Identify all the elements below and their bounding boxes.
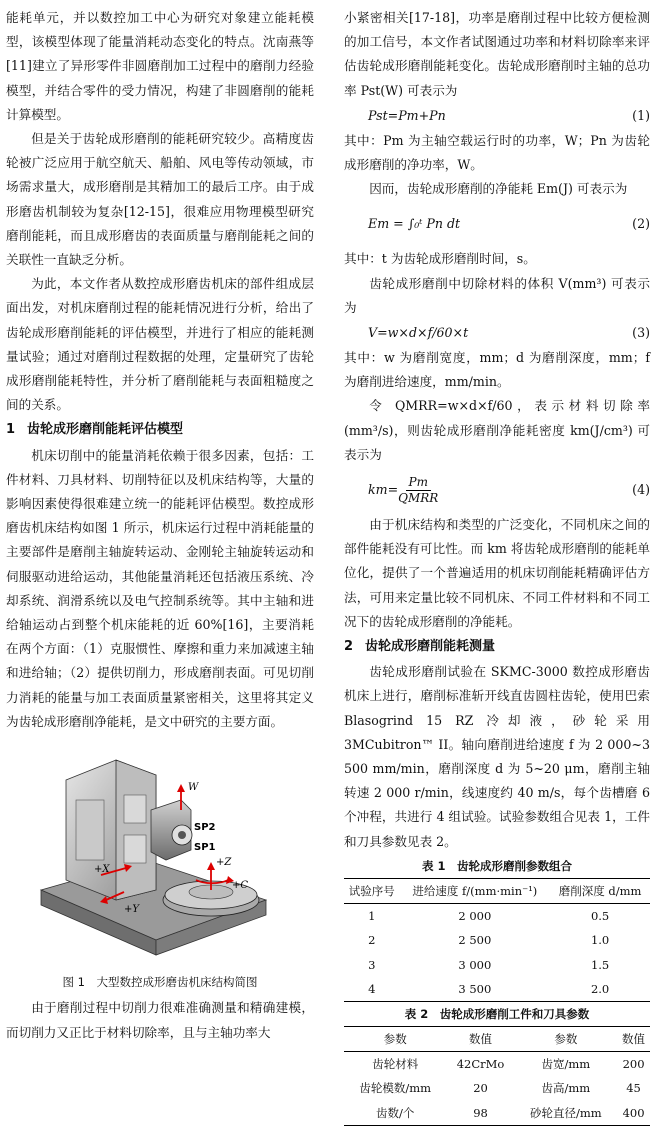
section-heading-2: 2 齿轮成形磨削能耗测量 (344, 639, 496, 655)
paragraph: 由于机床结构和类型的广泛变化，不同机床之间的部件能耗没有可比性。而 km 将齿轮成形磨削的能耗单位化，提供了一个普遍适用的机床切削能耗精确评估方法，可用来定量比较不同机床、不同工件材料和不同工况下的齿轮成形磨削的净能耗。 (344, 517, 650, 629)
table-header: 试验序号 (344, 878, 400, 903)
label-y: +Y (124, 904, 139, 916)
table-row (344, 1076, 650, 1100)
right-column (344, 6, 650, 1126)
label-sp2: SP2 (194, 822, 216, 834)
table-cell: 20 (473, 1081, 488, 1096)
paragraph: 其中：Pm 为主轴空载运行时的功率，W；Pn 为齿轮成形磨削的净功率，W。 (344, 132, 650, 173)
table-cell: 齿数/个 (376, 1105, 415, 1120)
table-cell: 3 000 (458, 957, 492, 972)
paragraph: 其中：w 为磨削宽度，mm；d 为磨削深度，mm；f 为磨削进给速度，mm/min。 (344, 350, 650, 390)
paragraph: 齿轮成形磨削试验在 SKMC-3000 数控成形磨齿机床上进行，磨削标准斩开线直齿圆柱齿轮，使用巴索 Blasogrind 15 RZ 冷却液，砂轮采用 3MCubitron™ II。轴向磨削进给速度 f 为 2 000~3 500 mm/min，磨削深度 d 为 5~20 μm，磨削主轴转速 2 000 r/min，线速度约 40 m/s，每个齿槽磨 6 个冲程，共进行 4 组试验。试验参数组合见表 1，工件和刀具参数见表 2。 (344, 664, 650, 849)
table-row (344, 977, 650, 1002)
table2-caption: 表 2 齿轮成形磨削工件和刀具参数 (404, 1006, 590, 1021)
table-header: 数值 (446, 1026, 514, 1051)
label-sp1: SP1 (194, 842, 216, 854)
grinding-machine-diagram (6, 740, 314, 968)
table-cell: 砂轮直径/mm (529, 1105, 602, 1120)
paragraph: 其中：t 为齿轮成形磨削时间，s。 (344, 251, 536, 267)
table-row (344, 1101, 650, 1126)
label-c: +C (232, 880, 249, 892)
table-header: 参数 (515, 1026, 617, 1051)
table-cell: 齿轮模数/mm (359, 1081, 432, 1096)
table-header: 进给速度 f/(mm·min⁻¹) (400, 878, 551, 903)
equation-2: Em = ∫₀ᵗ Pn dt (2) (368, 216, 650, 232)
table-header: 数值 (617, 1026, 650, 1051)
table-cell: 3 500 (458, 981, 492, 996)
equation-4: km= $\frac{Pm}{\text{QMRR}}$ (4) (368, 474, 650, 505)
table-cell: 齿轮材料 (372, 1057, 419, 1072)
table-cell: 200 (622, 1057, 645, 1072)
paragraph: 为此，本文作者从数控成形磨齿机床的部件组成层面出发，对机床磨削过程的能耗情况进行分析，给出了齿轮成形磨削能耗的评估模型，并进行了相应的能耗测量试验；通过对磨削过程数据的处理，定量研究了齿轮成形磨削能耗特性，并分析了磨削能耗与表面粗糙度之间的关系。 (6, 276, 314, 413)
table-1 (344, 878, 650, 1002)
paragraph: 机床切削中的能量消耗依赖于很多因素，包括：工件材料、刀具材料、切削特征以及机床结构等，大量的影响因素使得很难建立统一的能耗评估模型。数控成形磨齿机床结构如图 1 所示，机床运行过程中消耗能量的主要部件是磨削主轴旋转运动、金刚轮主轴旋转运动和伺服驱动进给运动，其他能量消耗还包括液压系统、冷却系统、润滑系统以及电气控制系统等。其中主轴和进给轴运动占到整个机床能耗的近 60%[16]，主要消耗在两个方面：（1）克服惯性、摩擦和重力来加减速主轴和进给轴；（2）提供切削力，形成磨削表面。可见切削力消耗的能量与加工表面质量紧密相关，这里将其定义为齿轮成形磨削净能耗，是文中研究的主要方面。 (6, 447, 314, 729)
section-heading-1: 1 齿轮成形磨削能耗评估模型 (6, 422, 184, 438)
table-2 (344, 1026, 650, 1126)
table-row (344, 904, 650, 929)
table-cell: 98 (473, 1105, 488, 1120)
table-cell: 2.0 (590, 981, 610, 996)
table-cell: 42CrMo (456, 1057, 505, 1072)
table-row (344, 953, 650, 977)
table-cell: 1 (368, 909, 376, 924)
table-cell: 齿高/mm (541, 1081, 591, 1096)
table-cell: 45 (626, 1081, 641, 1096)
machine-figure (6, 740, 314, 968)
table-cell: 齿宽/mm (541, 1057, 591, 1072)
figure-caption: 图 1 大型数控成形磨齿机床结构简图 (62, 975, 258, 990)
table-cell: 400 (622, 1105, 645, 1120)
label-z: +Z (216, 857, 232, 869)
paragraph: 令 QMRR=w×d×f/60，表示材料切除率(mm³/s)，则齿轮成形磨削净能耗密度 km(J/cm³) 可表示为 (344, 398, 650, 462)
table-cell: 4 (368, 981, 376, 996)
paragraph: 能耗单元，并以数控加工中心为研究对象建立能耗模型，该模型体现了能量消耗动态变化的特点。沈南燕等[11]建立了异形零件非圆磨削加工过程中的磨削力经验模型，并结合零件的受力情况，构建了非圆磨削的能耗计算模型。 (6, 10, 314, 122)
table-cell: 1.0 (590, 933, 610, 948)
label-x: +X (94, 864, 110, 876)
table-cell: 3 (368, 957, 376, 972)
table-cell: 1.5 (590, 957, 610, 972)
paragraph: 齿轮成形磨削中切除材料的体积 V(mm³) 可表示为 (344, 275, 650, 315)
table-row (344, 1052, 650, 1077)
paragraph: 因而，齿轮成形磨削的净能耗 Em(J) 可表示为 (369, 181, 628, 197)
label-w: W (188, 782, 199, 794)
left-column (6, 6, 314, 1045)
paragraph: 小紧密相关[17-18]，功率是磨削过程中比较方便检测的加工信号，本文作者试图通过功率和材料切除率来评估齿轮成形磨削能耗变化。齿轮成形磨削时主轴的总功率 Pst(W) 可表示为 (344, 10, 650, 98)
equation-3: V=w×d×f/60×t (3) (368, 324, 650, 340)
table-cell: 2 (368, 933, 376, 948)
table-row (344, 928, 650, 952)
table1-caption: 表 1 齿轮成形磨削参数组合 (421, 858, 572, 873)
table-cell: 2 000 (458, 909, 492, 924)
table-header: 磨削深度 d/mm (550, 878, 650, 903)
paragraph: 由于磨削过程中切削力很难准确测量和精确建模，而切削力又正比于材料切除率，且与主轴功率大 (6, 1000, 314, 1040)
paragraph: 但是关于齿轮成形磨削的能耗研究较少。高精度齿轮被广泛应用于航空航天、船舶、风电等传动领域，市场需求量大，成形磨削是其精加工的最后工序。由于成形磨齿机制较为复杂[12-15]，很难应用物理模型研究磨削能耗，而且成形磨齿的表面质量与磨削能耗之间的关联性一直缺乏分析。 (6, 131, 314, 268)
equation-1: Pst=Pm+Pn (1) (368, 107, 650, 123)
table-header: 参数 (344, 1026, 446, 1051)
table-cell: 2 500 (458, 933, 492, 948)
table-cell: 0.5 (590, 909, 610, 924)
